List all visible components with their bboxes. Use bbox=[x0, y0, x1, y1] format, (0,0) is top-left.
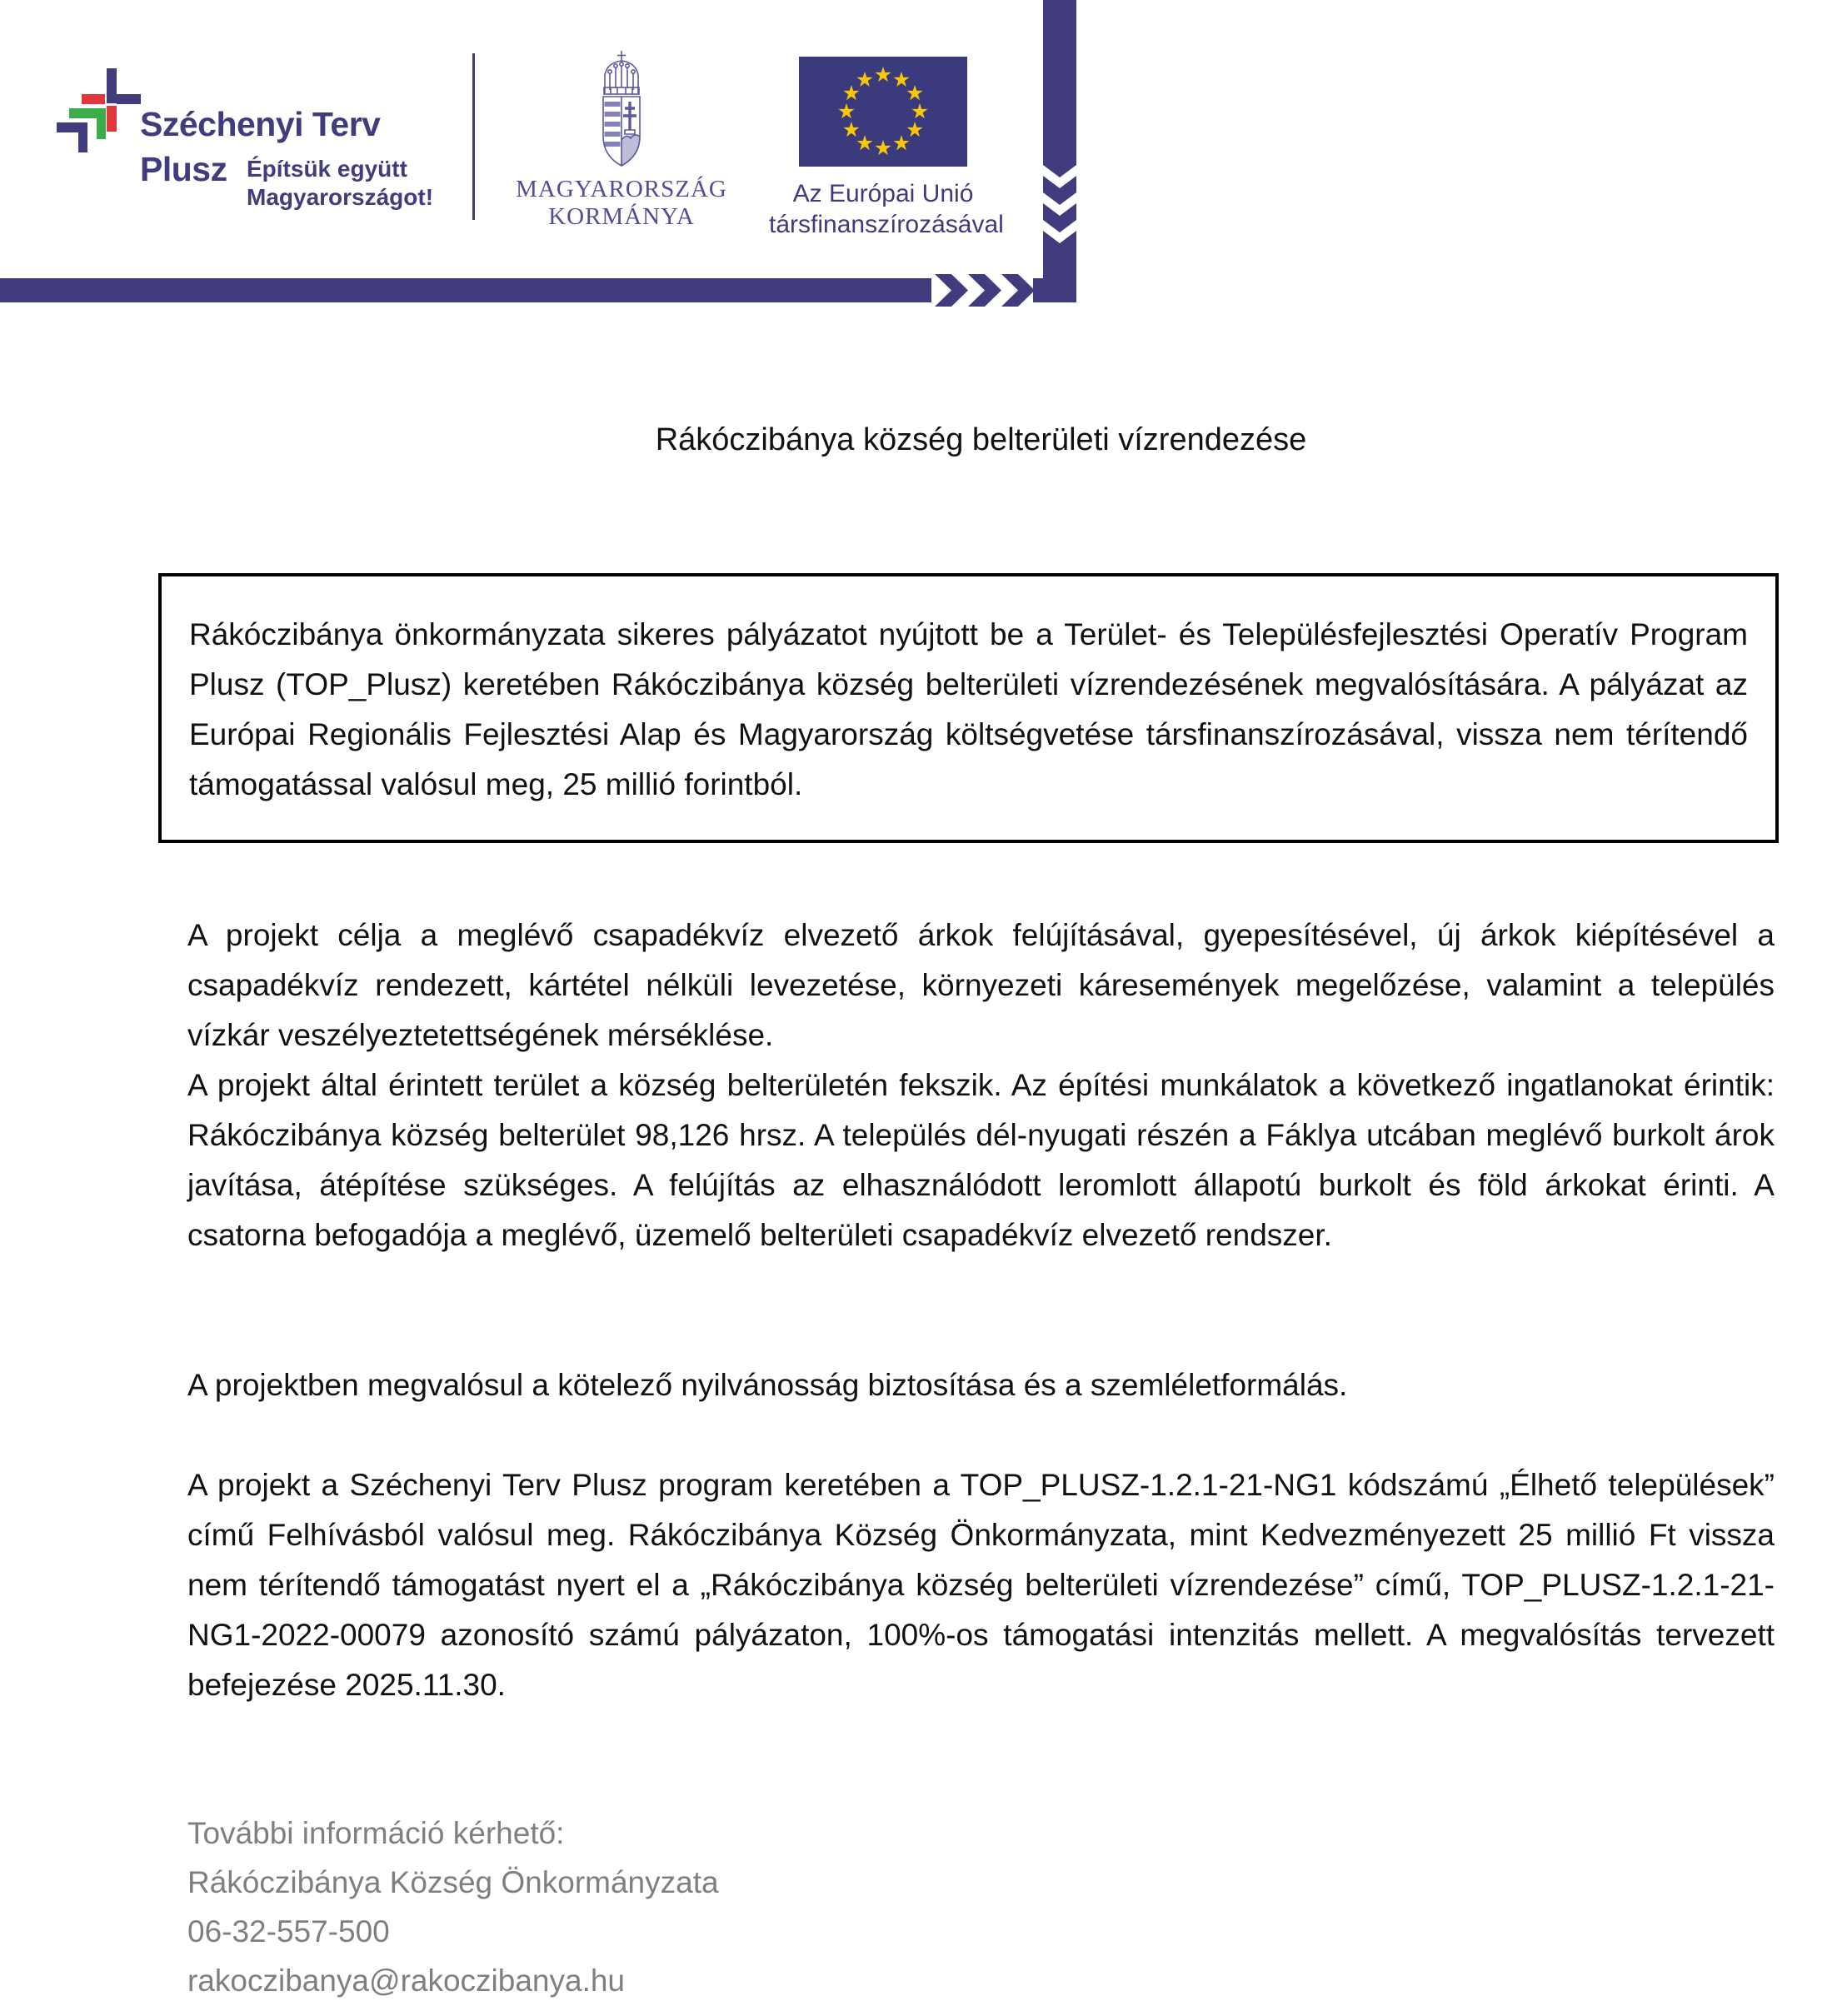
intro-summary-box bbox=[158, 573, 1779, 843]
szechenyi-tagline-line2: Magyarországot! bbox=[247, 184, 434, 210]
header-divider-line bbox=[472, 53, 475, 220]
eu-flag-icon bbox=[799, 57, 967, 167]
contact-info-block bbox=[187, 1809, 1775, 2005]
government-text-line1: MAGYARORSZÁG bbox=[516, 176, 727, 202]
szechenyi-logo-tagline bbox=[247, 155, 433, 212]
szechenyi-logo-name-line1: Széchenyi Terv bbox=[140, 105, 381, 143]
page-title: Rákóczibánya község belterületi vízrendezése bbox=[655, 422, 1307, 457]
project-area-paragraph: A projekt által érintett terület a község belterületén fekszik. Az építési munkálatok a következő ingatlanokat érintik: Rákóczibánya község belterület 98,126 hrsz. A település dél-nyugati részén a Fáklya utcában meglévő burkolt árok javítása, átépítése szükséges. A felújítás az elhasználódott leromlott állapotú burkolt és föld árkokat érinti. A csatorna befogadója a meglévő, üzemelő belterületi csapadékvíz elvezető rendszer. bbox=[187, 1068, 1775, 1252]
project-goal-and-area-section bbox=[187, 911, 1775, 1260]
contact-phone: 06-32-557-500 bbox=[187, 1914, 390, 1949]
eu-text-line2: társfinanszírozásával bbox=[769, 211, 1004, 238]
contact-organization: Rákóczibánya Község Önkormányzata bbox=[187, 1865, 719, 1899]
szechenyi-tagline-line1: Építsük együtt bbox=[247, 156, 407, 182]
eu-cofinancing-logo bbox=[769, 57, 1004, 240]
program-details-section bbox=[187, 1460, 1775, 1710]
program-details-paragraph: A projekt a Széchenyi Terv Plusz program keretében a TOP_PLUSZ-1.2.1-21-NG1 kódszámú „Élhető települések” című Felhívásból valósul meg. Rákóczibánya Község Önkormányzata, mint Kedvezményezett 25 millió Ft vissza nem térítendő támogatást nyert el a „Rákóczibánya község belterületi vízrendezése” című, TOP_PLUSZ-1.2.1-21-NG1-2022-00079 azonosító számú pályázaton, 100%-os támogatási intenzitás mellett. A megvalósítás tervezett befejezése 2025.11.30. bbox=[187, 1468, 1775, 1702]
eu-text-line1: Az Európai Unió bbox=[792, 180, 974, 207]
contact-email: rakoczibanya@rakoczibanya.hu bbox=[187, 1964, 626, 1998]
intro-summary-paragraph: Rákóczibánya önkormányzata sikeres pályázatot nyújtott be a Terület- és Településfejlesztési Operatív Program Plusz (TOP_Plusz) keretében Rákóczibánya község belterületi vízrendezésének megvalósítására. A pályázat az Európai Regionális Fejlesztési Alap és Magyarország költségvetése társfinanszírozásával, vissza nem térítendő támogatással valósul meg, 25 millió forintból. bbox=[189, 617, 1748, 801]
publicity-section bbox=[187, 1360, 1775, 1410]
contact-heading: További információ kérhető: bbox=[187, 1816, 565, 1850]
publicity-paragraph: A projektben megvalósul a kötelező nyilvánosság biztosítása és a szemléletformálás. bbox=[187, 1368, 1348, 1402]
szechenyi-logo-name-line2: Plusz bbox=[140, 150, 227, 188]
government-text-line2: KORMÁNYA bbox=[548, 203, 695, 230]
project-goal-paragraph: A projekt célja a meglévő csapadékvíz elvezető árkok felújításával, gyepesítésével, új árkok kiépítésével a csapadékvíz rendezett, kártétel nélküli levezetése, környezeti káresemények megelőzése, valamint a település vízkár veszélyeztetettségének mérséklése. bbox=[187, 918, 1775, 1052]
hungary-government-logo bbox=[515, 50, 728, 231]
hungary-coat-of-arms-icon bbox=[588, 50, 655, 168]
